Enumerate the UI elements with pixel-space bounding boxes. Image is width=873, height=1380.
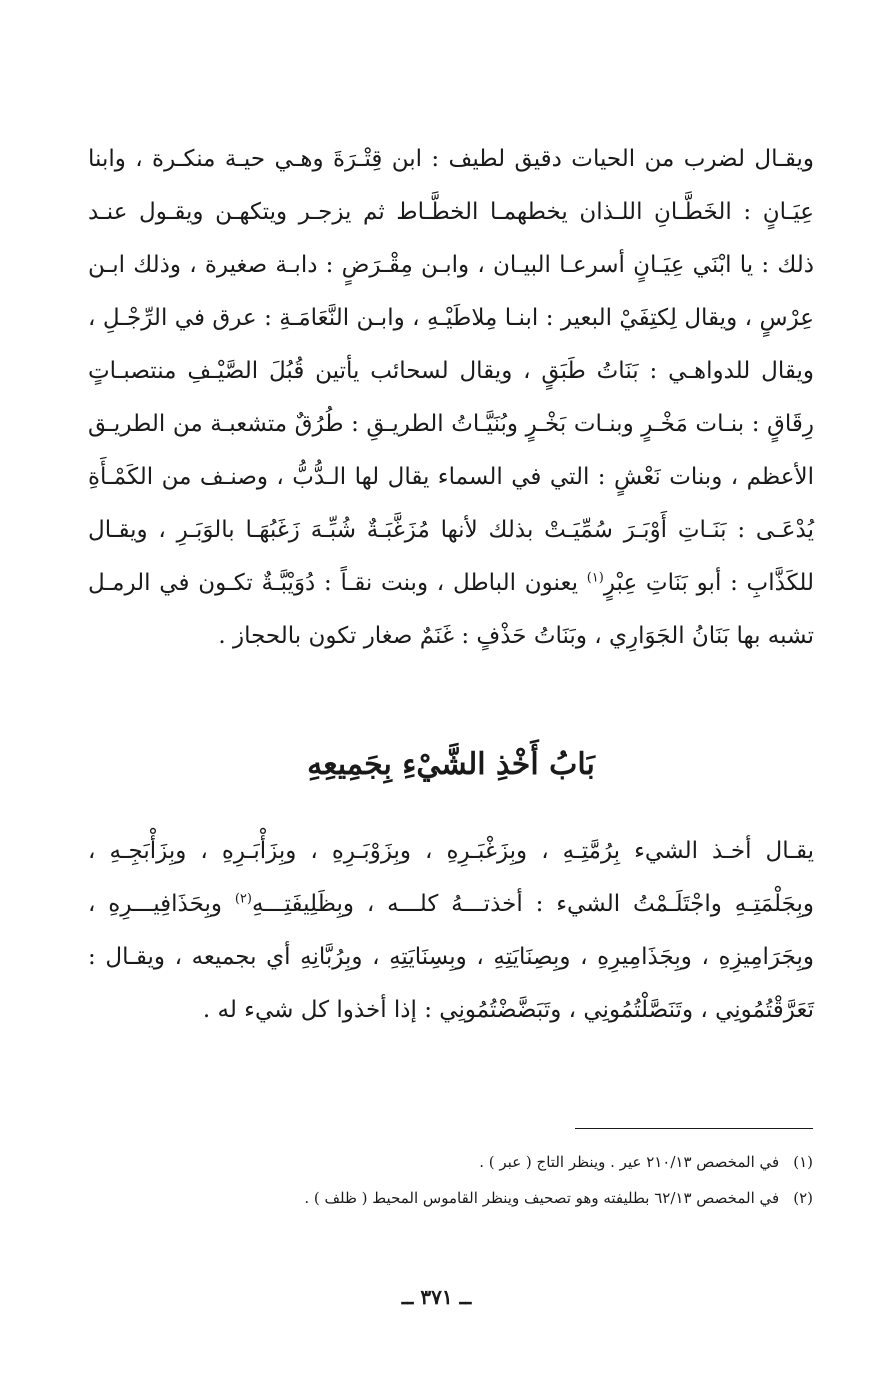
footnote-reference-2: (٢)	[234, 891, 252, 907]
body-paragraph-2	[88, 825, 814, 1037]
footnotes	[53, 1144, 813, 1216]
footnote-reference-1: (١)	[586, 570, 604, 586]
footnote-2	[53, 1180, 813, 1216]
paragraph-2-text-end: وبِحَذَافِيـــرِهِ ، وبِجَرَامِيزِهِ ، وبِجَذَامِيرِهِ ، وبِصِنَايَتِهِ ، وبِسِنَايَتِهِ ، وبِرُبَّانِهِ أي بجميعه ، ويقـال : تَعَرَّقْتُمُونِي ، وتَنَصَّلْتُمُونِي ، وتَبَضَّضْتُمُونِي : إذا أخذوا كل شيء له .	[88, 891, 814, 1023]
paragraph-1-text-end: يعنون الباطل ، وبنت نقـاً : دُوَيْبَّـةٌ تكـون في الرمـل تشبه بها بَنَانُ الجَوَارِي ، وبَنَاتُ حَذْفٍ : غَنَمٌ صغار تكون بالحجاز .	[88, 570, 814, 649]
footnote-text: في المخصص ٢١٠/١٣ عير . وينظر التاج ( عبر ) .	[479, 1153, 780, 1171]
page-number: ــ ٣٧١ ــ	[401, 1285, 472, 1309]
body-paragraph-1	[88, 133, 814, 663]
footnote-divider	[575, 1128, 813, 1129]
footnote-number: (٢)	[793, 1189, 813, 1207]
footnote-text: في المخصص ٦٢/١٣ بطليفته وهو تصحيف وينظر القاموس المحيط ( ظلف ) .	[304, 1189, 780, 1207]
paragraph-1-text-start: ويقـال لضرب من الحيات دقيق لطيف : ابن قِتْـرَةَ وهـي حيـة منكـرة ، وابنا عِيَـانٍ : الخَطَّـانِ اللـذان يخطهمـا الخطَّـاط ثم يزجـر ويتكهـن ويقـول عنـد ذلك : يا ابْنَي عِيَـانٍ أسرعـا البيـان ، وابـن مِقْـرَضٍ : دابـة صغيرة ، وذلك ابـن عِرْسٍ ، ويقال لِكتِفَيْ البعير : ابنـا مِلاطَيْـهِ ، وابـن النَّعَامَـةِ : عرق في الرِّجْـلِ ، ويقال للدواهـي : بَنَاتُ طَبَقٍ ، ويقال لسحائب يأتين قُبُلَ الصَّيْـفِ منتصبـاتٍ رِقَاقٍ : بنـات مَخْـرٍ وبنـات بَخْـرٍ وبُنَيَّـاتُ الطريـقِ : طُرُقٌ متشعبـة من الطريـق الأعظم ، وبنات نَعْشٍ : التي في السماء يقال لها الـدُّبُّ ، وصنـف من الكَمْـأَةِ يُدْعَـى : بَنَـاتِ أَوْبَـرَ سُمِّيَـتْ بذلك لأنها مُزَغَّبَـةٌ شُبِّـهَ زَغَبُهَـا بالوَبَـرِ ، ويقـال للكَذَّابِ : أبو بَنَاتِ عِبْرٍ	[88, 146, 814, 596]
footnote-1	[53, 1144, 813, 1180]
paragraph-2-text-start: يقـال أخـذ الشيء بِرُمَّتِـهِ ، وبِزَغْبَـرِهِ ، وبِزَوْبَـرِهِ ، وبِزَأْبَـرِهِ ، وبِزَأْبَجِـهِ ، وبِجَلْمَتِـهِ واجْتَلَـمْتُ الشيء : أخذتـــهُ كلـــه ، وبِظَلِيفَتِـــهِ	[88, 838, 814, 917]
section-heading: بَابُ أَخْذِ الشَّيْءِ بِجَمِيعِهِ	[307, 747, 595, 782]
footnote-number: (١)	[793, 1153, 813, 1171]
